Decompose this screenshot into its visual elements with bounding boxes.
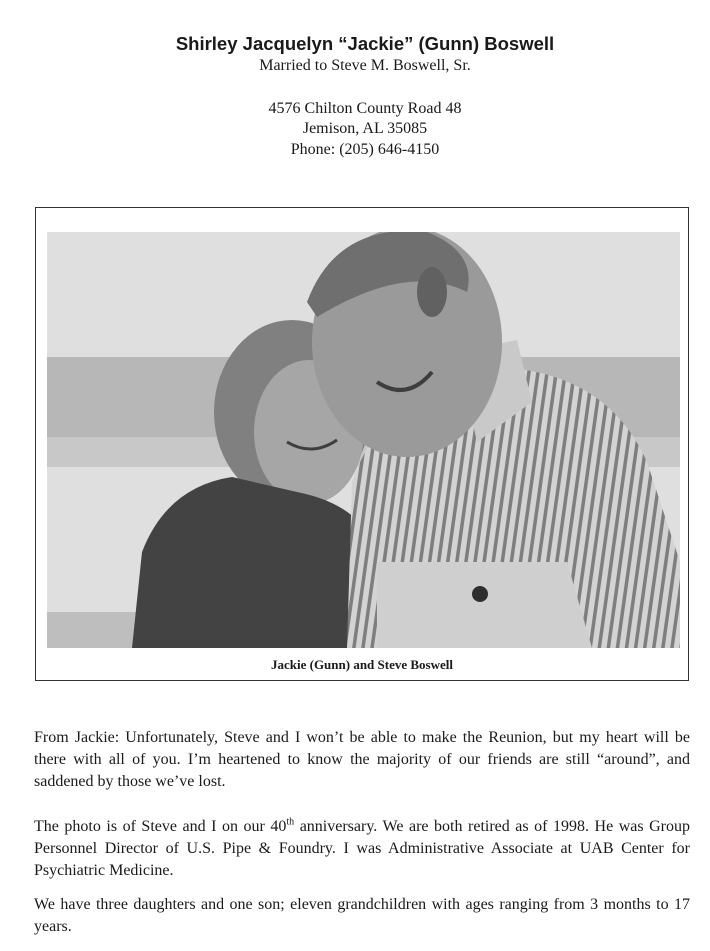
couple-photo — [47, 232, 680, 648]
paragraph-photo-info-part2: anniversary. We are both retired as of 1998. He was Group Personnel Director of U.S. Pipe & Foundry. I was Administrative Associate at UAB Center for Psychiatric Medicine. — [34, 818, 691, 879]
photo-caption: Jackie (Gunn) and Steve Boswell — [270, 657, 453, 672]
paragraph-photo-info — [34, 816, 690, 882]
married-line: Married to Steve M. Boswell, Sr. — [259, 57, 471, 74]
paragraph-photo-info-part1: The photo is of Steve and I on our 40 — [34, 818, 287, 835]
ordinal-suffix: th — [286, 816, 295, 828]
phone-line: Phone: (205) 646-4150 — [290, 141, 440, 158]
address-line-1: 4576 Chilton County Road 48 — [268, 100, 462, 117]
page-title: Shirley Jacquelyn “Jackie” (Gunn) Boswell — [175, 33, 555, 54]
paragraph-family: We have three daughters and one son; eleven grandchildren with ages ranging from 3 months to 17 years. — [34, 896, 690, 935]
photo-illustration — [47, 232, 680, 648]
paragraph-from-jackie: From Jackie: Unfortunately, Steve and I won’t be able to make the Reunion, but my heart will be there with all of you. I’m heartened to know the majority of our friends are still “around”, and saddened by those we’ve lost. — [34, 729, 690, 790]
photo-frame — [35, 207, 689, 681]
address-line-2: Jemison, AL 35085 — [302, 120, 428, 137]
